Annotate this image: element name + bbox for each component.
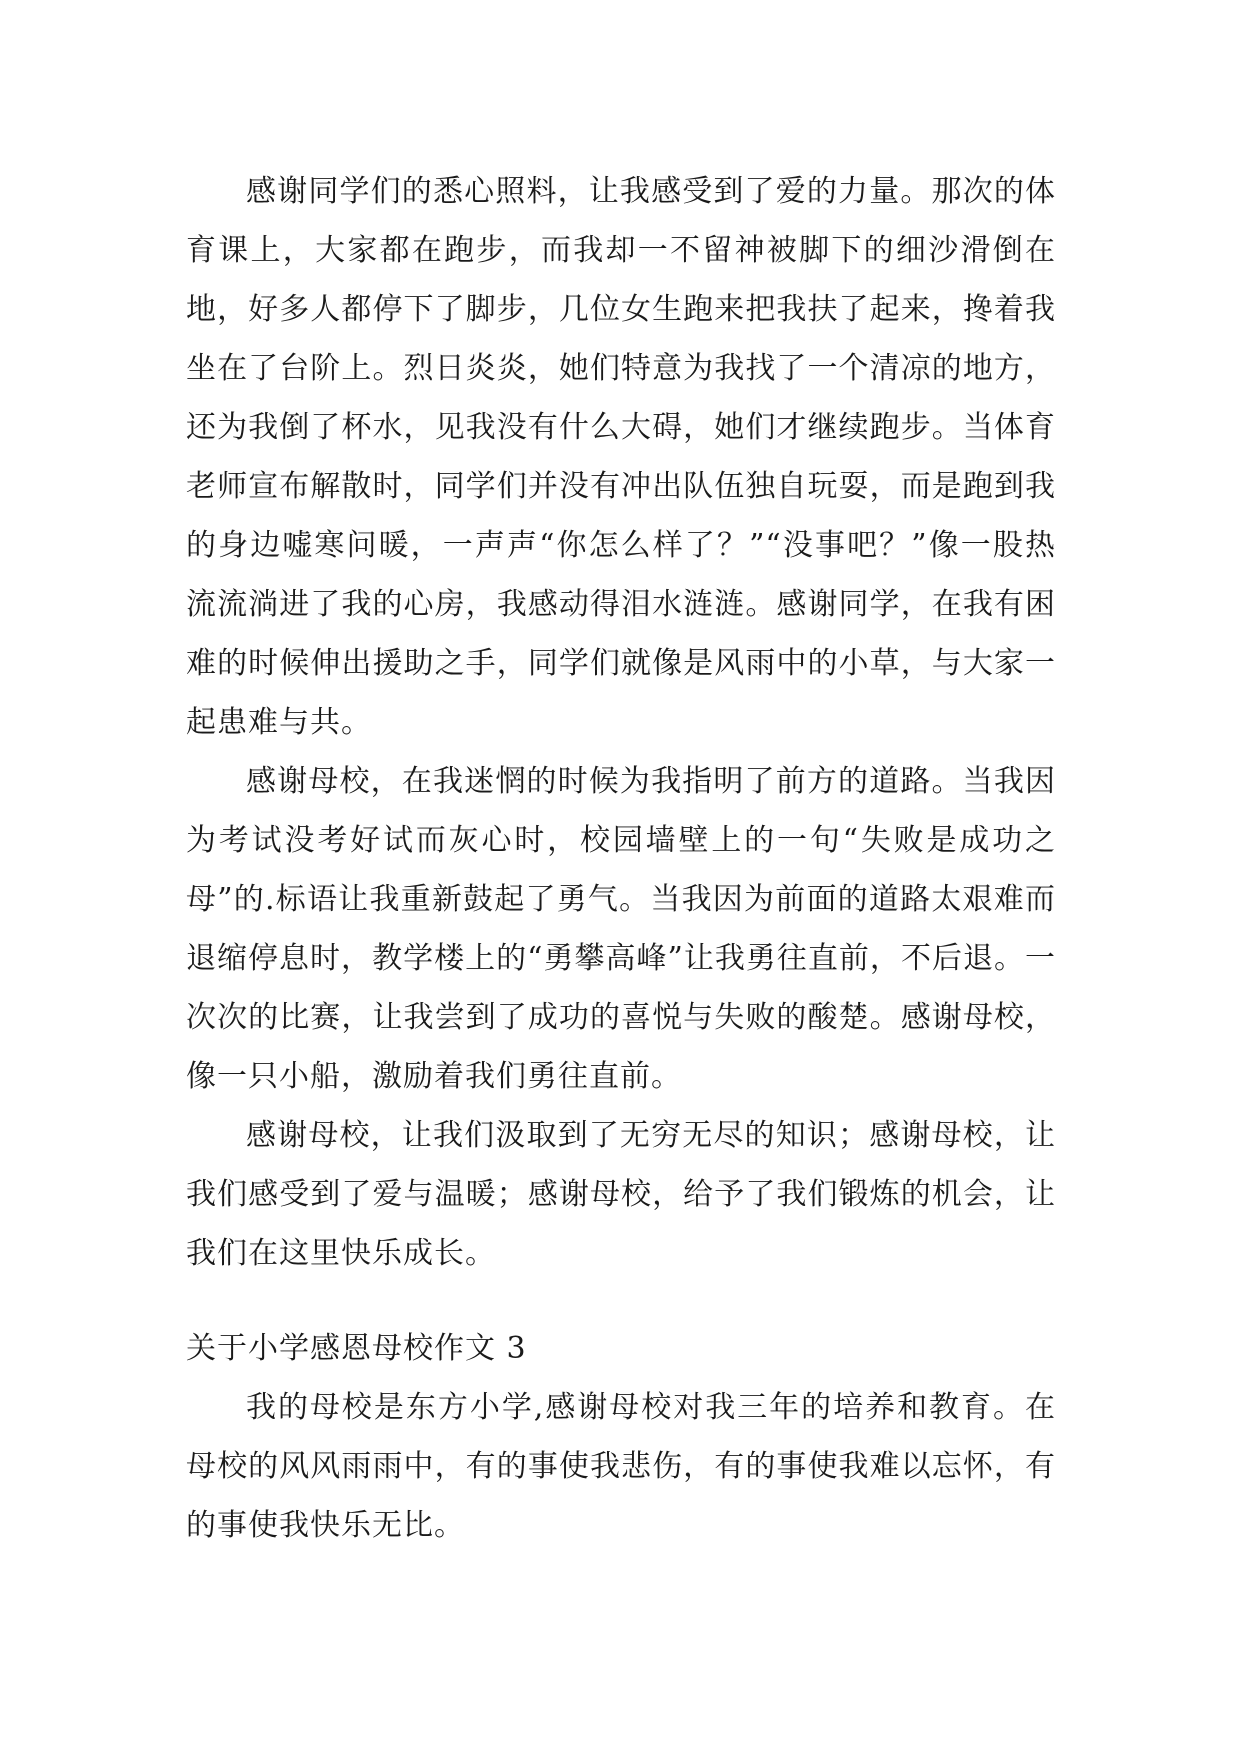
paragraph-school-guidance: 感谢母校，在我迷惘的时候为我指明了前方的道路。当我因为考试没考好试而灰心时，校园墙壁上的一句“失败是成功之母”的.标语让我重新鼓起了勇气。当我因为前面的道路太艰难而退缩停息时，教学楼上的“勇攀高峰”让我勇往直前，不后退。一次次的比赛，让我尝到了成功的喜悦与失败的酸楚。感谢母校，像一只小船，激励着我们勇往直前。 [186,764,1056,1094]
document-body [186,162,1056,1555]
paragraph-gratitude-summary: 感谢母校，让我们汲取到了无穷无尽的知识；感谢母校，让我们感受到了爱与温暖；感谢母校，给予了我们锻炼的机会，让我们在这里快乐成长。 [186,1118,1056,1271]
section-title: 关于小学感恩母校作文 3 [186,1331,527,1366]
paragraph-classmates: 感谢同学们的悉心照料，让我感受到了爱的力量。那次的体育课上，大家都在跑步，而我却一不留神被脚下的细沙滑倒在地，好多人都停下了脚步，几位女生跑来把我扶了起来，搀着我坐在了台阶上。烈日炎炎，她们特意为我找了一个清凉的地方，还为我倒了杯水，见我没有什么大碍，她们才继续跑步。当体育老师宣布解散时，同学们并没有冲出队伍独自玩耍，而是跑到我的身边嘘寒问暖，一声声“你怎么样了？”“没事吧？”像一股热流流淌进了我的心房，我感动得泪水涟涟。感谢同学，在我有困难的时候伸出援助之手，同学们就像是风雨中的小草，与大家一起患难与共。 [186,174,1056,740]
paragraph-intro-school: 我的母校是东方小学,感谢母校对我三年的培养和教育。在母校的风风雨雨中，有的事使我悲伤，有的事使我难以忘怀，有的事使我快乐无比。 [186,1390,1056,1543]
